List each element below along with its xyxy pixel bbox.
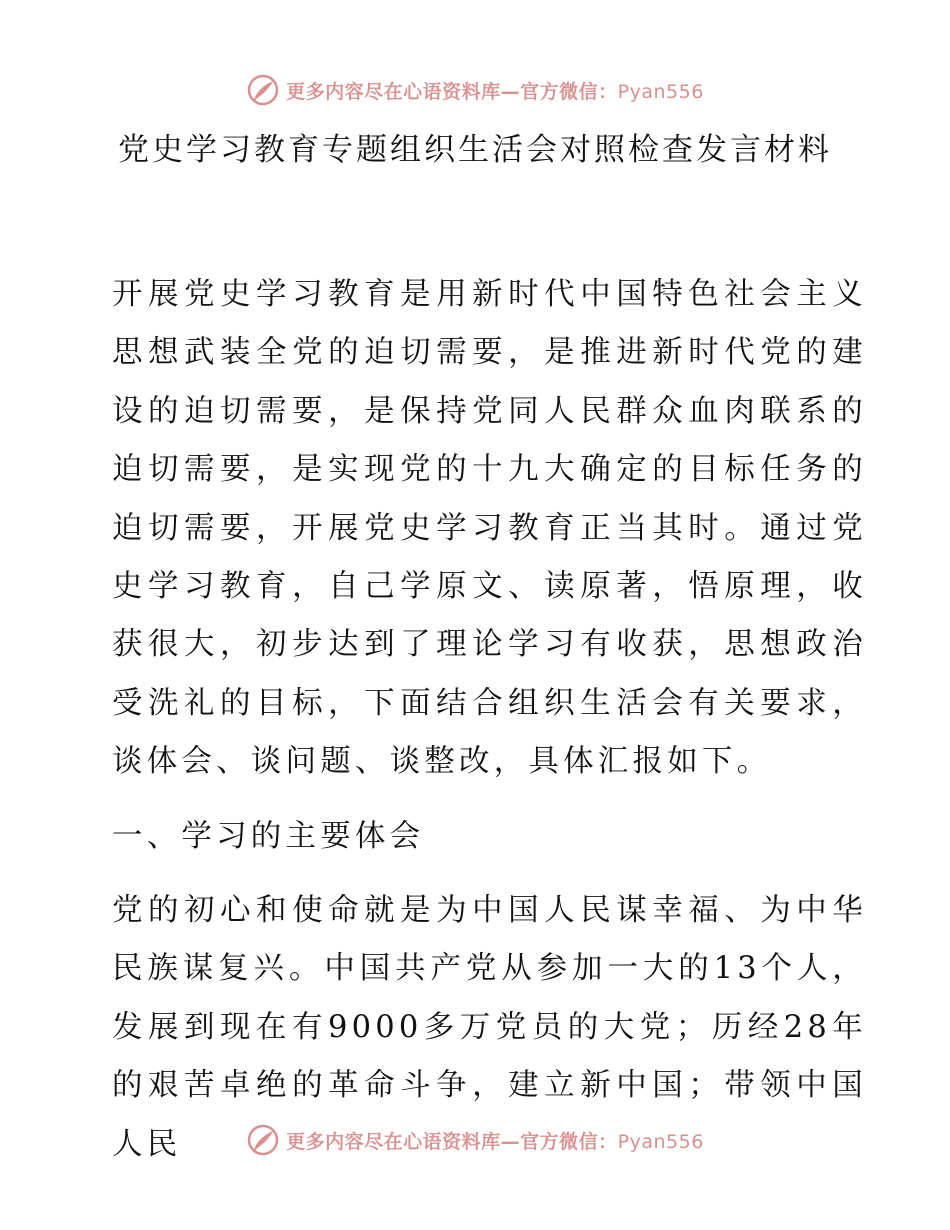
section-paragraph-1: 党的初心和使命就是为中国人民谋幸福、为中华民族谋复兴。中国共产党从参加一大的13个人，发展到现在有9000多万党员的大党；历经28年的艰苦卓绝的革命斗争，建立新中国；带领中国人民 (112, 893, 867, 1162)
watermark-text: 更多内容尽在心语资料库—官方微信：Pyan556 (286, 1130, 704, 1153)
watermark-id: Pyan556 (617, 1130, 704, 1153)
watermark-text: 更多内容尽在心语资料库—官方微信：Pyan556 (286, 80, 704, 103)
header-watermark (0, 70, 950, 110)
section-heading-1: 一、学习的主要体会 (112, 819, 425, 854)
intro-paragraph: 开展党史学习教育是用新时代中国特色社会主义思想武装全党的迫切需要，是推进新时代党的建设的迫切需要，是保持党同人民群众血肉联系的迫切需要，是实现党的十九大确定的目标任务的迫切需要，开展党史学习教育正当其时。通过党史学习教育，自己学原文、读原著，悟原理，收获很大，初步达到了理论学习有收获，思想政治受洗礼的目标，下面结合组织生活会有关要求，谈体会、谈问题、谈整改，具体汇报如下。 (112, 277, 867, 780)
watermark-id: Pyan556 (617, 80, 704, 103)
document-title: 党史学习教育专题组织生活会对照检查发言材料 (118, 132, 832, 168)
feather-circle-logo-icon (246, 73, 280, 107)
feather-circle-logo-icon (246, 1123, 280, 1157)
footer-watermark (0, 1120, 950, 1160)
